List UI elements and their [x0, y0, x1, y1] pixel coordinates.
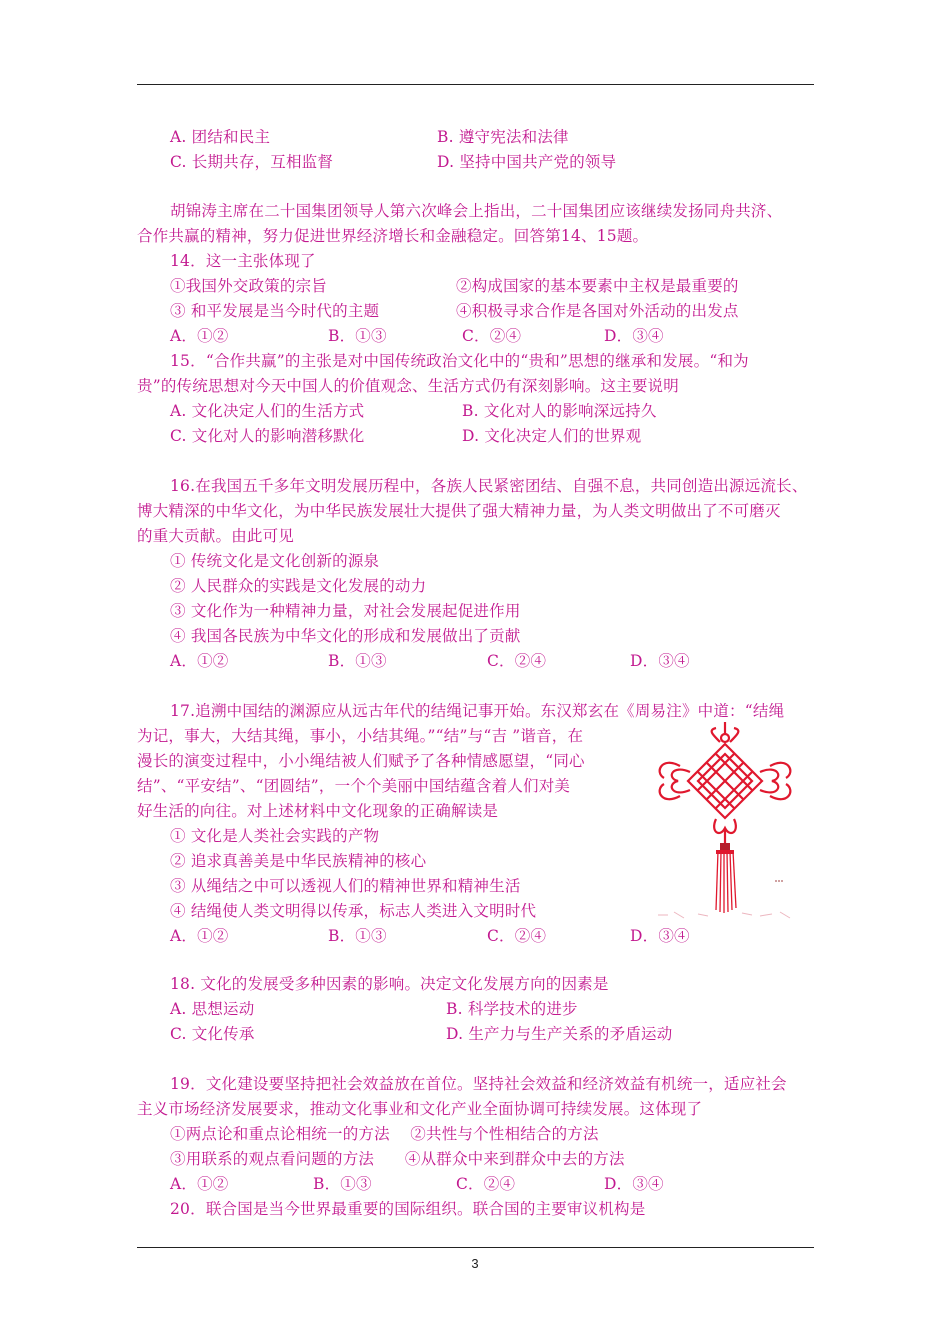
q16-statement-4: ④ 我国各民族为中华文化的形成和发展做出了贡献	[170, 627, 521, 645]
q16-line-3: 的重大贡献。由此可见	[137, 527, 295, 545]
q20-stem: 20．联合国是当今世界最重要的国际组织。联合国的主要审议机构是	[170, 1200, 646, 1218]
q18-option-b: B. 科学技术的进步	[446, 1000, 578, 1018]
q19-statements-1-2: ①两点论和重点论相统一的方法 ②共性与个性相结合的方法	[170, 1125, 599, 1143]
header-rule	[137, 84, 814, 85]
q19-option-c: C．②④	[456, 1175, 516, 1193]
q14-statement-3: ③ 和平发展是当今时代的主题	[170, 302, 380, 320]
q19-option-a: A．①②	[170, 1175, 229, 1193]
intro-line-1: 胡锦涛主席在二十国集团领导人第六次峰会上指出，二十国集团应该继续发扬同舟共济、	[170, 202, 783, 220]
q16-statement-1: ① 传统文化是文化创新的源泉	[170, 552, 380, 570]
q19-line-1: 19．文化建设要坚持把社会效益放在首位。坚持社会效益和经济效益有机统一，适应社会	[170, 1075, 787, 1093]
q17-option-c: C．②④	[487, 927, 547, 945]
q15-option-a: A. 文化决定人们的生活方式	[170, 402, 365, 420]
q13-option-c: C. 长期共存，互相监督	[170, 153, 334, 171]
q16-line-2: 博大精深的中华文化，为中华民族发展壮大提供了强大精神力量，为人类文明做出了不可磨灭	[137, 502, 781, 520]
q14-statement-2: ②构成国家的基本要素中主权是最重要的	[456, 277, 739, 295]
q13-option-b: B. 遵守宪法和法律	[437, 128, 569, 146]
q14-option-d: D．③④	[604, 327, 664, 345]
q17-option-b: B．①③	[328, 927, 387, 945]
q17-statement-2: ② 追求真善美是中华民族精神的核心	[170, 852, 427, 870]
q13-option-a: A. 团结和民主	[170, 128, 271, 146]
q17-line-5: 好生活的向往。对上述材料中文化现象的正确解读是	[137, 802, 499, 820]
q13-option-d: D. 坚持中国共产党的领导	[437, 153, 617, 171]
intro-line-2: 合作共赢的精神，努力促进世界经济增长和金融稳定。回答第14、15题。	[137, 227, 649, 245]
q14-option-b: B．①③	[328, 327, 387, 345]
q19-option-b: B．①③	[313, 1175, 372, 1193]
q18-option-d: D. 生产力与生产关系的矛盾运动	[446, 1025, 673, 1043]
q14-statement-1: ①我国外交政策的宗旨	[170, 277, 328, 295]
q14-stem: 14．这一主张体现了	[170, 252, 316, 270]
q14-option-a: A．①②	[170, 327, 229, 345]
q15-option-c: C. 文化对人的影响潜移默化	[170, 427, 365, 445]
q15-line-2: 贵”的传统思想对今天中国人的价值观念、生活方式仍有深刻影响。这主要说明	[137, 377, 679, 395]
q15-option-d: D. 文化决定人们的世界观	[462, 427, 642, 445]
q16-option-c: C．②④	[487, 652, 547, 670]
q17-line-2: 为记，事大，大结其绳，事小，小结其绳。”“结”与“吉 ”谐音，在	[137, 727, 584, 745]
q15-option-b: B. 文化对人的影响深远持久	[462, 402, 657, 420]
q16-line-1: 16.在我国五千多年文明发展历程中，各族人民紧密团结、自强不息，共同创造出源远流长、	[170, 477, 808, 495]
q18-option-c: C. 文化传承	[170, 1025, 255, 1043]
q18-option-a: A. 思想运动	[170, 1000, 255, 1018]
q17-line-1: 17.追溯中国结的渊源应从远古年代的结绳记事开始。东汉郑玄在《周易注》中道：“结绳	[170, 702, 785, 720]
q17-statement-3: ③ 从绳结之中可以透视人们的精神世界和精神生活	[170, 877, 521, 895]
q19-statements-3-4: ③用联系的观点看问题的方法 ④从群众中来到群众中去的方法	[170, 1150, 625, 1168]
q16-option-a: A．①②	[170, 652, 229, 670]
q17-option-d: D．③④	[630, 927, 690, 945]
q17-line-3: 漫长的演变过程中，小小绳结被人们赋予了各种情感愿望，“同心	[137, 752, 585, 770]
q17-statement-1: ① 文化是人类社会实践的产物	[170, 827, 380, 845]
q16-statement-3: ③ 文化作为一种精神力量，对社会发展起促进作用	[170, 602, 521, 620]
q16-option-b: B．①③	[328, 652, 387, 670]
q17-option-a: A．①②	[170, 927, 229, 945]
chinese-knot-icon	[650, 720, 800, 925]
q15-line-1: 15．“合作共赢”的主张是对中国传统政治文化中的“贵和”思想的继承和发展。“和为	[170, 352, 749, 370]
q17-statement-4: ④ 结绳使人类文明得以传承，标志人类进入文明时代	[170, 902, 537, 920]
page-number: 3	[471, 1256, 479, 1271]
q19-line-2: 主义市场经济发展要求，推动文化事业和文化产业全面协调可持续发展。这体现了	[137, 1100, 703, 1118]
footer-rule	[137, 1247, 814, 1248]
q17-line-4: 结”、“平安结”、“团圆结”，一个个美丽中国结蕴含着人们对美	[137, 777, 571, 795]
q16-statement-2: ② 人民群众的实践是文化发展的动力	[170, 577, 427, 595]
q14-option-c: C．②④	[462, 327, 522, 345]
q19-option-d: D．③④	[604, 1175, 664, 1193]
q18-stem: 18. 文化的发展受多种因素的影响。决定文化发展方向的因素是	[170, 975, 609, 993]
q16-option-d: D．③④	[630, 652, 690, 670]
q14-statement-4: ④积极寻求合作是各国对外活动的出发点	[456, 302, 739, 320]
